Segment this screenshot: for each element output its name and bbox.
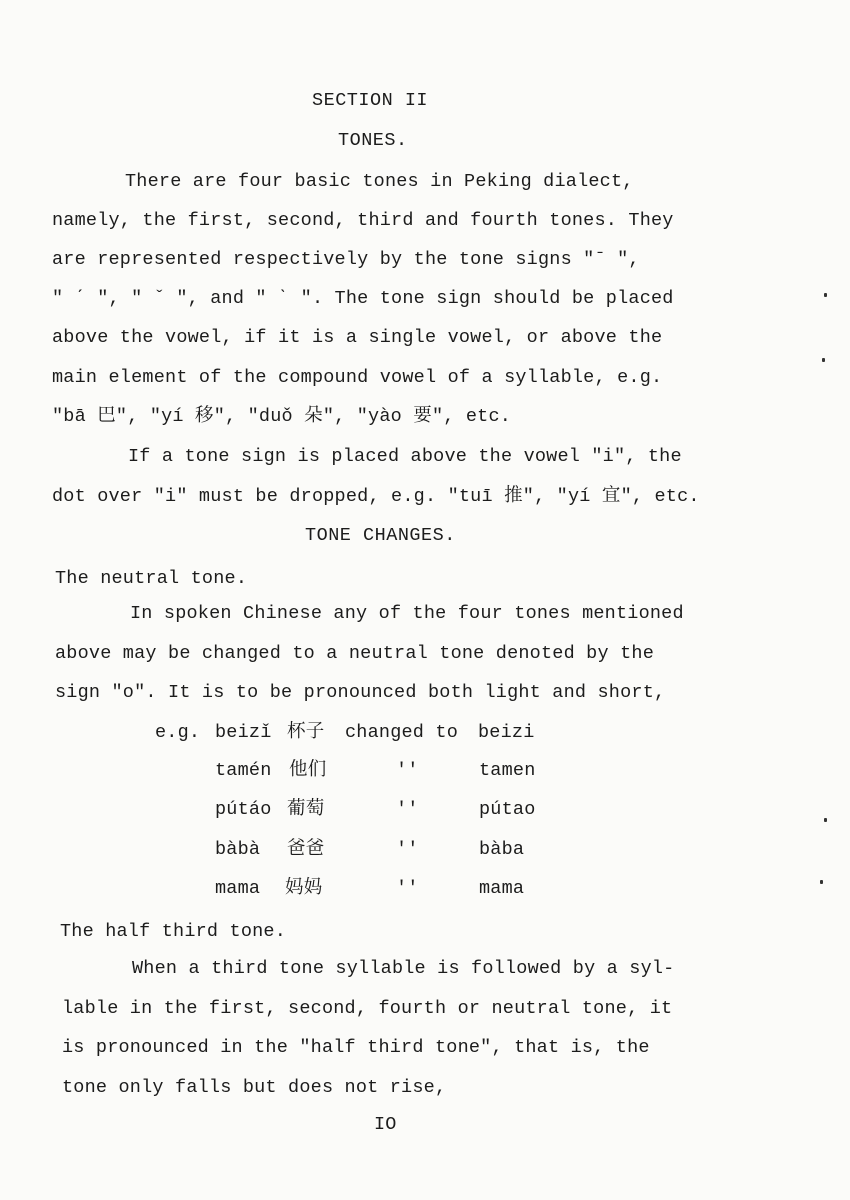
example-2-word: tamén [215,760,272,781]
example-4-chars: 爸爸 [287,839,325,860]
half-third-line-3: is pronounced in the "half third tone", that is, the [62,1037,650,1058]
intro-line-7: "bā 巴", "yí 移", "duǒ 朵", "yào 要", etc. [52,406,512,427]
section-title: SECTION II [312,90,429,111]
example-3-ditto: '' [396,799,419,820]
example-3-result: pútao [479,799,536,820]
neutral-tone-heading: The neutral tone. [55,568,248,589]
example-4-ditto: '' [396,839,419,860]
half-third-line-2: lable in the first, second, fourth or neutral tone, it [62,998,673,1019]
half-third-line-1: When a third tone syllable is followed by a syl- [132,958,675,979]
intro-line-5: above the vowel, if it is a single vowel, or above the [52,327,663,348]
intro-line-1: There are four basic tones in Peking dialect, [125,171,634,192]
example-4-word: bàbà [215,839,261,860]
scan-speck [824,293,827,297]
examples-prefix: e.g. [155,722,201,743]
neutral-line-3: sign "o". It is to be pronounced both light and short, [55,682,666,703]
scan-speck [820,880,823,884]
half-third-tone-heading: The half third tone. [60,921,287,942]
example-2-ditto: '' [396,760,419,781]
neutral-line-2: above may be changed to a neutral tone denoted by the [55,643,654,664]
example-3-word: pútáo [215,799,272,820]
example-changed-to: changed to [345,722,459,743]
example-5-word: mama [215,878,261,899]
neutral-line-1: In spoken Chinese any of the four tones mentioned [130,603,684,624]
example-1-chars: 杯子 [287,722,325,743]
intro-line-4: " ˊ ", " ˇ ", and " ˋ ". The tone sign should be placed [52,288,674,309]
dot-line-2: dot over "i" must be dropped, e.g. "tuī 推", "yí 宜", etc. [52,486,700,507]
example-2-result: tamen [479,760,536,781]
scan-speck [822,358,825,362]
intro-line-2: namely, the first, second, third and fourth tones. They [52,210,674,231]
example-4-result: bàba [479,839,525,860]
dot-line-1: If a tone sign is placed above the vowel "i", the [128,446,682,467]
example-1-word: beizǐ [215,722,272,743]
example-1-result: beizi [478,722,535,743]
example-3-chars: 葡萄 [287,799,325,820]
example-5-result: mama [479,878,525,899]
tones-heading: TONES. [338,130,408,151]
half-third-line-4: tone only falls but does not rise, [62,1077,447,1098]
example-5-chars: 妈妈 [285,878,323,899]
intro-line-3: are represented respectively by the tone signs "ˉ ", [52,249,640,270]
page-number: IO [374,1114,397,1135]
example-5-ditto: '' [396,878,419,899]
intro-line-6: main element of the compound vowel of a syllable, e.g. [52,367,663,388]
tone-changes-heading: TONE CHANGES. [305,525,456,546]
scan-speck [824,818,827,822]
example-2-chars: 他们 [289,760,327,781]
